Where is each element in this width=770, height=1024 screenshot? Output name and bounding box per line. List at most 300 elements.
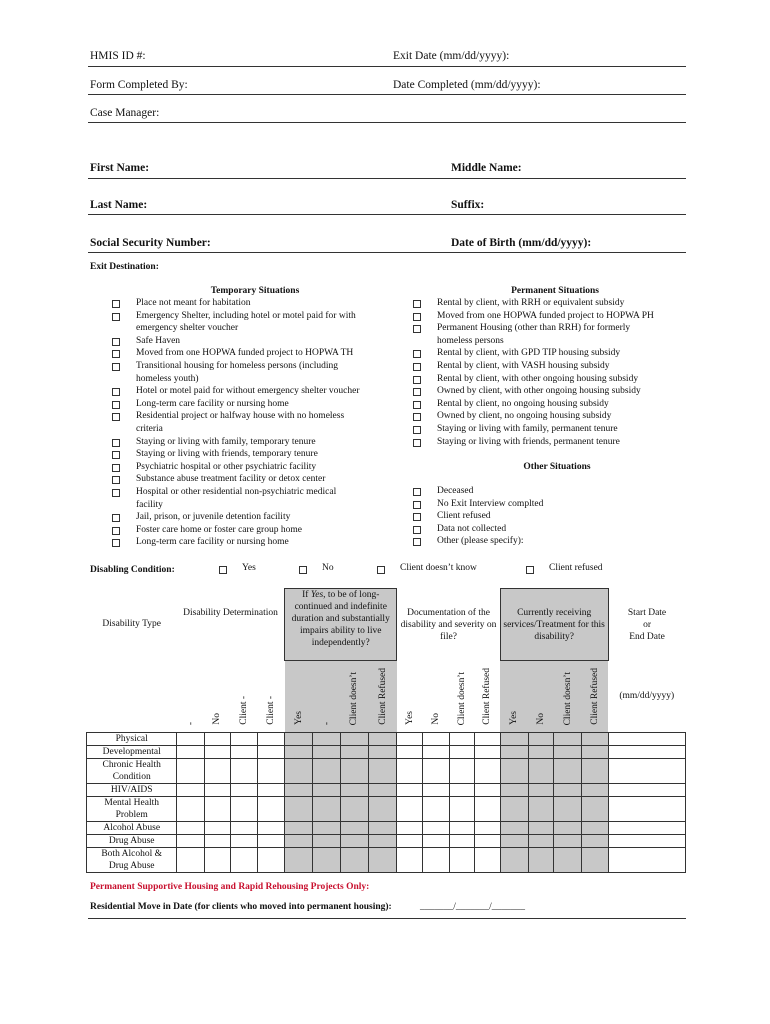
temporary-option-text: homeless youth) bbox=[136, 373, 199, 384]
ssn-line[interactable] bbox=[88, 252, 686, 253]
response-cell[interactable] bbox=[285, 835, 313, 848]
temporary-checkbox[interactable] bbox=[112, 388, 120, 396]
response-cell[interactable] bbox=[313, 759, 340, 784]
permanent-option-text: Permanent Housing (other than RRH) for formerly bbox=[437, 323, 631, 334]
last-name-label: Last Name: bbox=[90, 199, 148, 211]
response-cell[interactable] bbox=[397, 797, 423, 822]
temporary-option-text: Safe Haven bbox=[136, 335, 181, 346]
response-cell[interactable] bbox=[204, 759, 230, 784]
response-cell[interactable] bbox=[582, 746, 608, 759]
subheader-label: Client doesn’t bbox=[456, 671, 467, 725]
response-cell[interactable] bbox=[369, 733, 397, 746]
response-cell[interactable] bbox=[423, 759, 449, 784]
response-cell[interactable] bbox=[397, 822, 423, 835]
response-cell[interactable] bbox=[230, 797, 257, 822]
temporary-checkbox[interactable] bbox=[112, 413, 120, 421]
permanent-checkbox[interactable] bbox=[413, 376, 421, 384]
temporary-option-text: Emergency Shelter, including hotel or motel paid for with bbox=[136, 310, 356, 321]
response-cell[interactable] bbox=[500, 784, 528, 797]
response-cell[interactable] bbox=[230, 746, 257, 759]
other-option[interactable] bbox=[413, 485, 683, 498]
response-cell[interactable] bbox=[369, 822, 397, 835]
permanent-checkbox[interactable] bbox=[413, 401, 421, 409]
response-cell[interactable] bbox=[608, 733, 685, 746]
response-cell[interactable] bbox=[554, 835, 582, 848]
response-cell[interactable] bbox=[500, 746, 528, 759]
disability-type-cell bbox=[87, 746, 177, 759]
other-checkbox[interactable] bbox=[413, 501, 421, 509]
permanent-option-text: Moved from one HOPWA funded project to HOPWA PH bbox=[437, 310, 654, 321]
response-cell[interactable] bbox=[177, 733, 204, 746]
temporary-option[interactable] bbox=[112, 461, 382, 474]
response-cell[interactable] bbox=[369, 746, 397, 759]
permanent-option-text: Owned by client, no ongoing housing subsidy bbox=[437, 411, 612, 422]
response-cell[interactable] bbox=[340, 848, 368, 873]
hmis-line[interactable] bbox=[88, 66, 686, 67]
response-cell[interactable] bbox=[500, 822, 528, 835]
response-cell[interactable] bbox=[369, 784, 397, 797]
temporary-option-text: Psychiatric hospital or other psychiatric facility bbox=[136, 461, 317, 472]
temporary-checkbox[interactable] bbox=[112, 476, 120, 484]
temporary-checkbox[interactable] bbox=[112, 338, 120, 346]
response-cell[interactable] bbox=[204, 746, 230, 759]
response-cell[interactable] bbox=[340, 784, 368, 797]
exit-date-label: Exit Date (mm/dd/yyyy): bbox=[393, 50, 510, 62]
hmis-id-label: HMIS ID #: bbox=[90, 50, 146, 62]
disability-type-text: Drug Abuse bbox=[108, 861, 155, 871]
response-cell[interactable] bbox=[177, 848, 204, 873]
disabling-refused-checkbox[interactable] bbox=[526, 566, 534, 574]
temporary-option-text: Long-term care facility or nursing home bbox=[136, 537, 289, 548]
response-cell[interactable] bbox=[582, 835, 608, 848]
temporary-option-text: criteria bbox=[136, 423, 163, 434]
response-cell[interactable] bbox=[554, 822, 582, 835]
response-cell[interactable] bbox=[230, 822, 257, 835]
permanent-checkbox[interactable] bbox=[413, 388, 421, 396]
response-cell[interactable] bbox=[582, 784, 608, 797]
response-cell[interactable] bbox=[449, 733, 474, 746]
response-cell[interactable] bbox=[582, 848, 608, 873]
response-cell[interactable] bbox=[554, 759, 582, 784]
response-cell[interactable] bbox=[423, 746, 449, 759]
response-cell[interactable] bbox=[230, 733, 257, 746]
subheader-label: No bbox=[431, 713, 442, 725]
subheader-label: - bbox=[321, 721, 332, 725]
permanent-option-text: Staying or living with family, permanent tenure bbox=[437, 423, 618, 434]
response-cell[interactable] bbox=[230, 835, 257, 848]
ssn-label: Social Security Number: bbox=[90, 237, 211, 249]
response-cell[interactable] bbox=[285, 797, 313, 822]
disability-type-text: Physical bbox=[115, 734, 148, 744]
temporary-option[interactable] bbox=[112, 385, 382, 398]
response-cell[interactable] bbox=[204, 797, 230, 822]
other-list bbox=[413, 485, 683, 548]
response-cell[interactable] bbox=[449, 784, 474, 797]
temporary-option[interactable] bbox=[112, 347, 382, 360]
response-cell[interactable] bbox=[554, 797, 582, 822]
first-name-line[interactable] bbox=[88, 178, 686, 179]
response-cell[interactable] bbox=[500, 733, 528, 746]
move-in-date-field[interactable]: _______/_______/_______ bbox=[420, 902, 526, 912]
disability-type-text: Problem bbox=[115, 810, 148, 820]
disability-type-cell bbox=[87, 835, 177, 848]
response-cell[interactable] bbox=[554, 733, 582, 746]
response-cell[interactable] bbox=[257, 746, 284, 759]
response-cell[interactable] bbox=[449, 759, 474, 784]
temporary-checkbox[interactable] bbox=[112, 350, 120, 358]
form-completed-label: Form Completed By: bbox=[90, 79, 188, 91]
subheader-label: Client Refused bbox=[589, 668, 600, 725]
response-cell[interactable] bbox=[397, 848, 423, 873]
response-cell[interactable] bbox=[397, 746, 423, 759]
response-cell[interactable] bbox=[423, 822, 449, 835]
other-option-text: Data not collected bbox=[437, 523, 507, 534]
temporary-option[interactable] bbox=[112, 410, 382, 435]
response-cell[interactable] bbox=[204, 835, 230, 848]
response-cell[interactable] bbox=[313, 822, 340, 835]
temporary-option[interactable] bbox=[112, 448, 382, 461]
response-cell[interactable] bbox=[313, 835, 340, 848]
permanent-option[interactable] bbox=[413, 385, 683, 398]
disability-type-text: HIV/AIDS bbox=[110, 785, 153, 795]
response-cell[interactable] bbox=[369, 759, 397, 784]
disability-type-cell bbox=[87, 797, 177, 822]
subheader-row bbox=[87, 661, 686, 733]
response-cell[interactable] bbox=[449, 746, 474, 759]
response-cell[interactable] bbox=[474, 848, 500, 873]
response-cell[interactable] bbox=[285, 746, 313, 759]
temporary-checkbox[interactable] bbox=[112, 514, 120, 522]
response-cell[interactable] bbox=[285, 848, 313, 873]
disabling-dontknow-checkbox[interactable] bbox=[377, 566, 385, 574]
first-name-label: First Name: bbox=[90, 162, 150, 174]
other-checkbox[interactable] bbox=[413, 513, 421, 521]
temporary-option[interactable] bbox=[112, 536, 382, 549]
response-cell[interactable] bbox=[285, 822, 313, 835]
suffix-label: Suffix: bbox=[451, 199, 485, 211]
disabling-yes-checkbox[interactable] bbox=[219, 566, 227, 574]
response-cell[interactable] bbox=[257, 822, 284, 835]
temporary-option[interactable] bbox=[112, 436, 382, 449]
response-cell[interactable] bbox=[423, 797, 449, 822]
permanent-option[interactable] bbox=[413, 373, 683, 386]
disability-type-text: Mental Health bbox=[104, 798, 159, 808]
temporary-checkbox[interactable] bbox=[112, 439, 120, 447]
response-cell[interactable] bbox=[313, 848, 340, 873]
other-option-text: Deceased bbox=[437, 486, 474, 496]
response-cell[interactable] bbox=[397, 784, 423, 797]
permanent-list bbox=[413, 297, 683, 448]
response-cell[interactable] bbox=[340, 759, 368, 784]
temporary-option-text: Hospital or other residential non-psychiatric medical bbox=[136, 486, 337, 497]
other-checkbox[interactable] bbox=[413, 538, 421, 546]
response-cell[interactable] bbox=[285, 733, 313, 746]
permanent-option[interactable] bbox=[413, 297, 683, 310]
response-cell[interactable] bbox=[177, 797, 204, 822]
permanent-option-text: homeless persons bbox=[437, 335, 504, 346]
temporary-option-text: emergency shelter voucher bbox=[136, 323, 239, 334]
response-cell[interactable] bbox=[608, 797, 685, 822]
response-cell[interactable] bbox=[257, 835, 284, 848]
other-option-text: Other (please specify): bbox=[437, 536, 524, 547]
permanent-option-text: Rental by client, with RRH or equivalent subsidy bbox=[437, 298, 625, 308]
response-cell[interactable] bbox=[608, 759, 685, 784]
response-cell[interactable] bbox=[204, 733, 230, 746]
response-cell[interactable] bbox=[529, 835, 554, 848]
temporary-option[interactable] bbox=[112, 486, 382, 511]
permanent-option[interactable] bbox=[413, 360, 683, 373]
response-cell[interactable] bbox=[554, 848, 582, 873]
subheader-label: No bbox=[212, 713, 223, 725]
response-cell[interactable] bbox=[423, 733, 449, 746]
disability-type-text: Condition bbox=[112, 772, 151, 782]
permanent-checkbox[interactable] bbox=[413, 363, 421, 371]
disabling-refused-label: Client refused bbox=[549, 563, 603, 573]
disabling-dontknow-label: Client doesn’t know bbox=[400, 563, 477, 573]
other-option[interactable] bbox=[413, 498, 683, 511]
temporary-option[interactable] bbox=[112, 511, 382, 524]
response-cell[interactable] bbox=[529, 746, 554, 759]
permanent-option-text: Rental by client, with other ongoing housing subsidy bbox=[437, 373, 639, 384]
disability-type-text: Both Alcohol & bbox=[101, 849, 163, 859]
temporary-option[interactable] bbox=[112, 524, 382, 537]
disability-type-cell bbox=[87, 733, 177, 746]
permanent-checkbox[interactable] bbox=[413, 350, 421, 358]
response-cell[interactable] bbox=[204, 822, 230, 835]
temporary-list bbox=[112, 297, 382, 549]
permanent-option[interactable] bbox=[413, 436, 683, 449]
permanent-option[interactable] bbox=[413, 347, 683, 360]
response-cell[interactable] bbox=[177, 746, 204, 759]
response-cell[interactable] bbox=[397, 835, 423, 848]
response-cell[interactable] bbox=[608, 784, 685, 797]
disability-type-cell bbox=[87, 848, 177, 873]
other-checkbox[interactable] bbox=[413, 526, 421, 534]
subheader-label: Client Refused bbox=[482, 668, 493, 725]
response-cell[interactable] bbox=[313, 784, 340, 797]
response-cell[interactable] bbox=[529, 822, 554, 835]
permanent-option[interactable] bbox=[413, 310, 683, 323]
response-cell[interactable] bbox=[177, 759, 204, 784]
other-option[interactable] bbox=[413, 535, 683, 548]
permanent-option[interactable] bbox=[413, 322, 683, 347]
response-cell[interactable] bbox=[582, 759, 608, 784]
response-cell[interactable] bbox=[204, 784, 230, 797]
table-row bbox=[87, 784, 686, 797]
response-cell[interactable] bbox=[449, 822, 474, 835]
response-cell[interactable] bbox=[582, 733, 608, 746]
response-cell[interactable] bbox=[369, 797, 397, 822]
disabling-condition-label: Disabling Condition: bbox=[90, 565, 175, 575]
response-cell[interactable] bbox=[500, 797, 528, 822]
other-option[interactable] bbox=[413, 523, 683, 536]
dob-label: Date of Birth (mm/dd/yyyy): bbox=[451, 237, 592, 249]
response-cell[interactable] bbox=[529, 848, 554, 873]
last-name-line[interactable] bbox=[88, 214, 686, 215]
response-cell[interactable] bbox=[313, 733, 340, 746]
table-row bbox=[87, 848, 686, 873]
response-cell[interactable] bbox=[204, 848, 230, 873]
permanent-checkbox[interactable] bbox=[413, 439, 421, 447]
other-option[interactable] bbox=[413, 510, 683, 523]
response-cell[interactable] bbox=[449, 835, 474, 848]
response-cell[interactable] bbox=[449, 848, 474, 873]
response-cell[interactable] bbox=[369, 835, 397, 848]
disability-table bbox=[86, 588, 686, 873]
response-cell[interactable] bbox=[177, 822, 204, 835]
temporary-option[interactable] bbox=[112, 360, 382, 385]
table-row bbox=[87, 746, 686, 759]
other-option-text: Client refused bbox=[437, 511, 491, 522]
temporary-option[interactable] bbox=[112, 310, 382, 335]
response-cell[interactable] bbox=[608, 848, 685, 873]
response-cell[interactable] bbox=[554, 746, 582, 759]
temporary-option-text: Staying or living with friends, temporary tenure bbox=[136, 449, 318, 460]
temporary-checkbox[interactable] bbox=[112, 527, 120, 535]
response-cell[interactable] bbox=[230, 784, 257, 797]
response-cell[interactable] bbox=[474, 733, 500, 746]
response-cell[interactable] bbox=[397, 759, 423, 784]
exit-destination-label: Exit Destination: bbox=[90, 262, 159, 272]
response-cell[interactable] bbox=[257, 733, 284, 746]
response-cell[interactable] bbox=[230, 759, 257, 784]
temporary-checkbox[interactable] bbox=[112, 363, 120, 371]
response-cell[interactable] bbox=[257, 848, 284, 873]
table-row bbox=[87, 822, 686, 835]
response-cell[interactable] bbox=[340, 835, 368, 848]
footer-line bbox=[88, 918, 686, 919]
temporary-option-text: Hotel or motel paid for without emergency shelter voucher bbox=[136, 386, 360, 397]
permanent-checkbox[interactable] bbox=[413, 313, 421, 321]
move-in-label: Residential Move in Date (for clients who moved into permanent housing): bbox=[90, 902, 392, 912]
temporary-option-text: Jail, prison, or juvenile detention facility bbox=[136, 512, 291, 523]
response-cell[interactable] bbox=[313, 746, 340, 759]
temporary-option[interactable] bbox=[112, 335, 382, 348]
response-cell[interactable] bbox=[177, 835, 204, 848]
permanent-checkbox[interactable] bbox=[413, 426, 421, 434]
disability-type-text: Alcohol Abuse bbox=[103, 823, 161, 833]
response-cell[interactable] bbox=[474, 822, 500, 835]
response-cell[interactable] bbox=[369, 848, 397, 873]
temporary-option-text: facility bbox=[136, 499, 163, 510]
temporary-title: Temporary Situations bbox=[210, 286, 300, 296]
subheader-label: Client doesn’t bbox=[562, 671, 573, 725]
response-cell[interactable] bbox=[474, 784, 500, 797]
case-manager-line[interactable] bbox=[88, 122, 686, 123]
permanent-title: Permanent Situations bbox=[511, 286, 599, 296]
response-cell[interactable] bbox=[608, 822, 685, 835]
response-cell[interactable] bbox=[474, 797, 500, 822]
temporary-checkbox[interactable] bbox=[112, 300, 120, 308]
response-cell[interactable] bbox=[285, 784, 313, 797]
response-cell[interactable] bbox=[257, 784, 284, 797]
temporary-option-text: Foster care home or foster care group home bbox=[136, 524, 302, 535]
middle-name-label: Middle Name: bbox=[451, 162, 522, 174]
response-cell[interactable] bbox=[500, 835, 528, 848]
temporary-checkbox[interactable] bbox=[112, 451, 120, 459]
response-cell[interactable] bbox=[340, 746, 368, 759]
response-cell[interactable] bbox=[313, 797, 340, 822]
other-checkbox[interactable] bbox=[413, 488, 421, 496]
response-cell[interactable] bbox=[340, 733, 368, 746]
response-cell[interactable] bbox=[474, 759, 500, 784]
disability-type-text: Drug Abuse bbox=[108, 836, 155, 846]
permanent-option[interactable] bbox=[413, 423, 683, 436]
response-cell[interactable] bbox=[529, 784, 554, 797]
permanent-option-text: Rental by client, with VASH housing subsidy bbox=[437, 360, 610, 371]
response-cell[interactable] bbox=[340, 797, 368, 822]
response-cell[interactable] bbox=[423, 848, 449, 873]
temporary-checkbox[interactable] bbox=[112, 489, 120, 497]
documentation-header: Documentation of the disability and severity on file? bbox=[400, 607, 497, 642]
response-cell[interactable] bbox=[500, 848, 528, 873]
permanent-checkbox[interactable] bbox=[413, 413, 421, 421]
response-cell[interactable] bbox=[340, 822, 368, 835]
other-title: Other Situations bbox=[523, 462, 591, 472]
disability-type-cell bbox=[87, 759, 177, 784]
response-cell[interactable] bbox=[608, 746, 685, 759]
temporary-checkbox[interactable] bbox=[112, 464, 120, 472]
response-cell[interactable] bbox=[474, 835, 500, 848]
permanent-option-text: Rental by client, with GPD TIP housing subsidy bbox=[437, 348, 621, 359]
temporary-option[interactable] bbox=[112, 398, 382, 411]
permanent-option-text: Staying or living with friends, permanent tenure bbox=[437, 436, 620, 447]
permanent-checkbox[interactable] bbox=[413, 325, 421, 333]
response-cell[interactable] bbox=[397, 733, 423, 746]
form-completed-line[interactable] bbox=[88, 94, 686, 95]
disabling-no-checkbox[interactable] bbox=[299, 566, 307, 574]
psh-title: Permanent Supportive Housing and Rapid Rehousing Projects Only: bbox=[90, 882, 370, 892]
response-cell[interactable] bbox=[582, 797, 608, 822]
response-cell[interactable] bbox=[474, 746, 500, 759]
response-cell[interactable] bbox=[257, 797, 284, 822]
disabling-no-label: No bbox=[322, 563, 334, 573]
response-cell[interactable] bbox=[529, 797, 554, 822]
response-cell[interactable] bbox=[554, 784, 582, 797]
temporary-checkbox[interactable] bbox=[112, 539, 120, 547]
date-format-label: (mm/dd/yyyy) bbox=[619, 691, 675, 702]
temporary-checkbox[interactable] bbox=[112, 313, 120, 321]
subheader-label: Client doesn’t bbox=[349, 671, 360, 725]
response-cell[interactable] bbox=[257, 759, 284, 784]
disability-type-cell bbox=[87, 822, 177, 835]
response-cell[interactable] bbox=[230, 848, 257, 873]
subheader-label: Yes bbox=[404, 711, 415, 725]
response-cell[interactable] bbox=[177, 784, 204, 797]
permanent-option[interactable] bbox=[413, 398, 683, 411]
long-continued-header: If Yes, to be of long-continued and indefinite duration and substantially impairs ability to live independently? bbox=[285, 589, 397, 661]
temporary-option[interactable] bbox=[112, 297, 382, 310]
response-cell[interactable] bbox=[529, 733, 554, 746]
response-cell[interactable] bbox=[582, 822, 608, 835]
response-cell[interactable] bbox=[608, 835, 685, 848]
response-cell[interactable] bbox=[285, 759, 313, 784]
permanent-checkbox[interactable] bbox=[413, 300, 421, 308]
response-cell[interactable] bbox=[423, 835, 449, 848]
response-cell[interactable] bbox=[500, 759, 528, 784]
response-cell[interactable] bbox=[423, 784, 449, 797]
temporary-option-text: Staying or living with family, temporary tenure bbox=[136, 436, 316, 447]
permanent-option[interactable] bbox=[413, 410, 683, 423]
subheader-label: Client - bbox=[238, 696, 249, 725]
temporary-checkbox[interactable] bbox=[112, 401, 120, 409]
permanent-option-text: Owned by client, with other ongoing housing subsidy bbox=[437, 386, 641, 397]
response-cell[interactable] bbox=[449, 797, 474, 822]
temporary-option[interactable] bbox=[112, 473, 382, 486]
table-row bbox=[87, 835, 686, 848]
disability-type-text: Developmental bbox=[102, 747, 161, 757]
response-cell[interactable] bbox=[529, 759, 554, 784]
